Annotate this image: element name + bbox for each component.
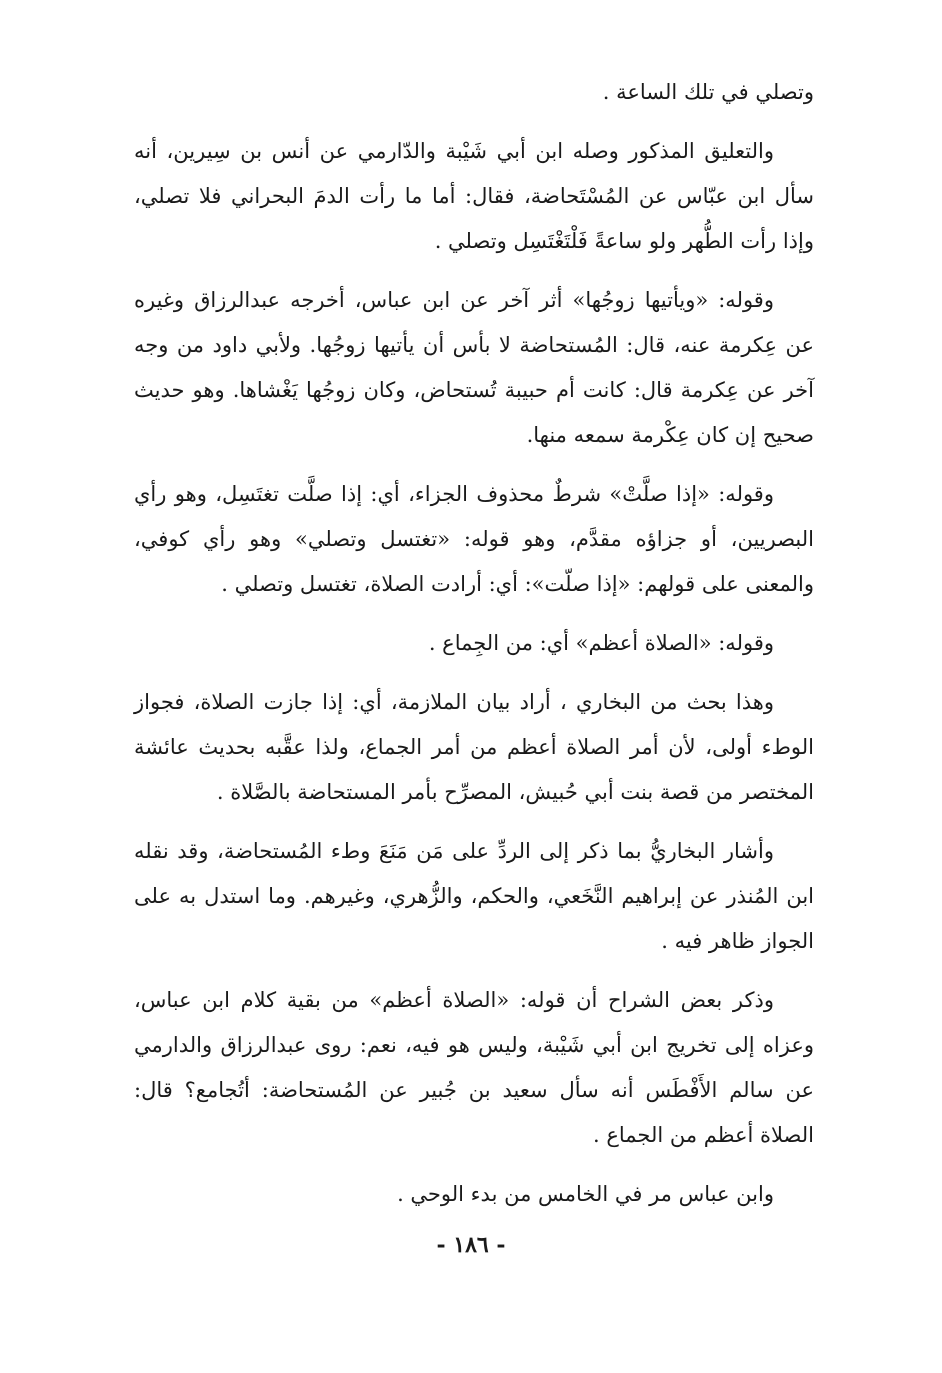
paragraph-9: وابن عباس مر في الخامس من بدء الوحي .: [397, 1182, 774, 1206]
paragraph-7: وأشار البخاريُّ بما ذكر إلى الردِّ على مَن مَنَعَ وطء المُستحاضة، وقد نقله ابن المُنذر عن إبراهيم النَّخَعي، والحكم، والزُّهري، وغيرهم. وما استدل به على الجواز ظاهر فيه .: [134, 839, 814, 953]
page-number: - ١٨٦ -: [436, 1232, 506, 1258]
main-text: [134, 70, 814, 1217]
paragraph-8: وذكر بعض الشراح أن قوله: «الصلاة أعظم» من بقية كلام ابن عباس، وعزاه إلى تخريج ابن أبي شَيْبة، وليس هو فيه، نعم: روى عبدالرزاق والدارمي عن سالم الأَفْطَس أنه سأل سعيد بن جُبير عن المُستحاضة: أتُجامع؟ قال: الصلاة أعظم من الجماع .: [134, 988, 814, 1147]
paragraph-1: وتصلي في تلك الساعة .: [602, 80, 814, 104]
paragraph-4: وقوله: «إذا صلَّتْ» شرطٌ محذوف الجزاء، أي: إذا صلَّت تغتَسِل، وهو رأي البصريين، أو جزاؤه مقدَّم، وهو قوله: «تغتسل وتصلي» وهو رأي كوفي، والمعنى على قولهم: «إذا صلّت»: أي: أرادت الصلاة، تغتسل وتصلي .: [134, 482, 814, 596]
paragraph-6: وهذا بحث من البخاري ، أراد بيان الملازمة، أي: إذا جازت الصلاة، فجواز الوطء أولى، لأن أمر الصلاة أعظم من أمر الجماع، ولذا عقَّبه بحديث عائشة المختصر من قصة بنت أبي حُبيش، المصرِّح بأمر المستحاضة بالصَّلاة .: [134, 690, 814, 804]
paragraph-3: وقوله: «ويأتيها زوجُها» أثر آخر عن ابن عباس، أخرجه عبدالرزاق وغيره عن عِكرمة عنه، قال: المُستحاضة لا بأس أن يأتيها زوجُها. ولأبي داود من وجه آخر عن عِكرمة قال: كانت أم حبيبة تُستحاض، وكان زوجُها يَغْشاها. وهو حديث صحيح إن كان عِكْرمة سمعه منها.: [134, 288, 814, 447]
paragraph-2: والتعليق المذكور وصله ابن أبي شَيْبة والدّارمي عن أنس بن سِيرين، أنه سأل ابن عبّاس عن المُسْتَحاضة، فقال: أما ما رأت الدمَ البحراني فلا تصلي، وإذا رأت الطُّهر ولو ساعةً فَلْتَغْتَسِل وتصلي .: [134, 139, 814, 253]
paragraph-5: وقوله: «الصلاة أعظم» أي: من الجِماع .: [428, 631, 774, 655]
